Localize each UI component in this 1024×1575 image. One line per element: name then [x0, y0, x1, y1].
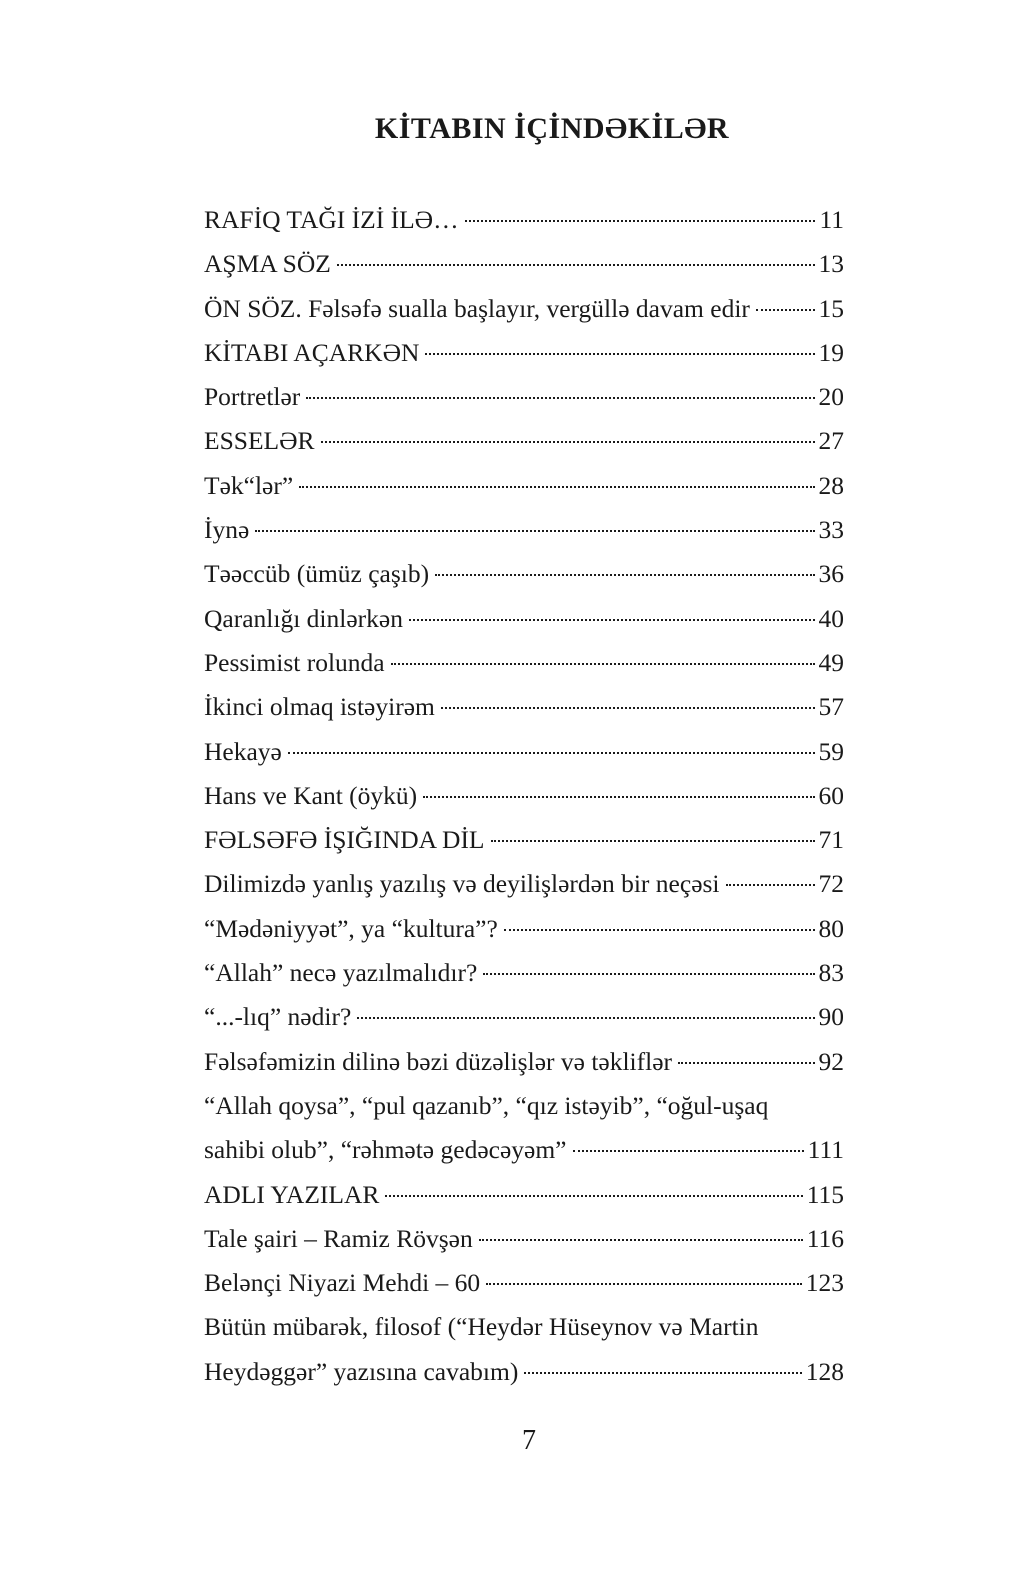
toc-entry-label: KİTABI AÇARKƏN: [204, 337, 420, 367]
toc-entry-page: 57: [818, 692, 844, 722]
dot-leader: [441, 707, 815, 709]
toc-entry-label: Hans ve Kant (öykü): [204, 780, 418, 810]
toc-entry-page: 90: [818, 1002, 844, 1032]
toc-entry-page: 40: [818, 603, 844, 633]
page-number: 7: [522, 1425, 536, 1456]
toc-entry-page: 80: [818, 913, 844, 943]
toc-entry: [204, 375, 844, 419]
toc-entry-label: Belənçi Niyazi Mehdi – 60: [204, 1268, 481, 1298]
toc-entry-label: ADLI YAZILAR: [204, 1179, 380, 1209]
toc-entry-label: RAFİQ TAĞI İZİ İLƏ…: [204, 205, 459, 234]
toc-entry-label: Pessimist rolunda: [204, 647, 385, 677]
toc-entry: [204, 508, 844, 552]
toc-entry: [204, 1350, 844, 1394]
toc-entry-label: Fəlsəfəmizin dilinə bəzi düzəlişlər və təkliflər: [204, 1046, 673, 1076]
dot-leader: [491, 840, 815, 842]
toc-entry-page: 28: [818, 470, 844, 500]
toc-entry-page: 33: [818, 515, 844, 545]
toc-entry: [204, 862, 844, 906]
toc-entry-label: ÖN SÖZ. Fəlsəfə sualla başlayır, vergüllə davam edir: [204, 293, 750, 323]
toc-entry-label: Bütün mübarək, filosof (“Heydər Hüseynov və Martin: [204, 1312, 759, 1342]
toc-entry-label: İkinci olmaq istəyirəm: [204, 692, 435, 722]
toc-entry-page: 11: [819, 205, 844, 234]
toc-entry-label: AŞMA SÖZ: [204, 249, 331, 279]
table-of-contents: [204, 198, 844, 1394]
dot-leader: [726, 884, 815, 886]
toc-entry-label: Portretlər: [204, 382, 301, 412]
toc-entry-page: 116: [806, 1223, 844, 1253]
dot-leader: [486, 1283, 802, 1285]
toc-entry: [204, 774, 844, 818]
dot-leader: [337, 264, 815, 266]
dot-leader: [504, 929, 815, 931]
toc-entry: [204, 1217, 844, 1261]
toc-entry-label: FƏLSƏFƏ İŞIĞINDA DİL: [204, 825, 485, 855]
toc-entry-label: “Mədəniyyət”, ya “kultura”?: [204, 913, 498, 943]
toc-entry-page: 123: [805, 1268, 844, 1298]
toc-entry: [204, 685, 844, 729]
toc-entry-label: “Allah” necə yazılmalıdır?: [204, 958, 478, 988]
dot-leader: [483, 973, 814, 975]
dot-leader: [409, 619, 815, 621]
toc-entry-page: 49: [818, 647, 844, 677]
dot-leader: [288, 752, 815, 754]
toc-entry-page: 115: [806, 1179, 844, 1209]
toc-title: KİTABIN İÇİNDƏKİLƏR: [374, 112, 730, 145]
toc-entry-page: 60: [818, 780, 844, 810]
dot-leader: [385, 1195, 802, 1197]
toc-entry: [204, 995, 844, 1039]
dot-leader: [423, 796, 814, 798]
dot-leader: [435, 574, 814, 576]
toc-entry-label: sahibi olub”, “rəhmətə gedəcəyəm”: [204, 1135, 567, 1165]
toc-entry: [204, 597, 844, 641]
toc-entry-line: [204, 1305, 844, 1349]
toc-entry: [204, 730, 844, 774]
toc-entry-page: 27: [818, 426, 844, 456]
toc-entry-label: İynə: [204, 515, 250, 545]
dot-leader: [391, 663, 815, 665]
toc-entry-page: 13: [818, 249, 844, 279]
toc-entry-page: 20: [818, 382, 844, 412]
toc-entry-label: Tale şairi – Ramiz Rövşən: [204, 1223, 473, 1253]
toc-entry-page: 15: [818, 293, 844, 323]
toc-entry-page: 19: [818, 337, 844, 367]
toc-entry: [204, 198, 844, 242]
toc-entry: [204, 818, 844, 862]
dot-leader: [255, 530, 814, 532]
toc-entry-label: Dilimizdə yanlış yazılış və deyilişlərdən bir neçəsi: [204, 869, 720, 899]
toc-entry: [204, 464, 844, 508]
toc-entry-page: 71: [818, 825, 844, 855]
toc-entry-line: [204, 1084, 844, 1128]
dot-leader: [573, 1150, 804, 1152]
toc-entry: [204, 331, 844, 375]
toc-entry-label: Hekayə: [204, 736, 282, 766]
dot-leader: [479, 1239, 803, 1241]
toc-entry: [204, 287, 844, 331]
dot-leader: [678, 1062, 814, 1064]
dot-leader: [299, 486, 814, 488]
toc-entry-label: Tək“lər”: [204, 470, 294, 500]
dot-leader: [306, 397, 814, 399]
toc-entry-page: 128: [805, 1356, 844, 1386]
toc-entry: [204, 419, 844, 463]
toc-entry: [204, 1040, 844, 1084]
toc-entry-label: Heydəggər” yazısına cavabım): [204, 1356, 519, 1386]
toc-entry-page: 72: [818, 869, 844, 899]
toc-entry-label: “...-lıq” nədir?: [204, 1002, 352, 1032]
toc-entry-page: 36: [818, 559, 844, 589]
toc-entry: [204, 242, 844, 286]
toc-entry-label: ESSELƏR: [204, 426, 315, 456]
toc-entry: [204, 1173, 844, 1217]
toc-entry: [204, 907, 844, 951]
toc-entry: [204, 1261, 844, 1305]
toc-entry-label: Təəccüb (ümüz çaşıb): [204, 559, 430, 589]
toc-entry-page: 83: [818, 958, 844, 988]
toc-entry: [204, 552, 844, 596]
dot-leader: [756, 309, 815, 311]
dot-leader: [425, 353, 814, 355]
toc-entry-page: 111: [807, 1135, 844, 1165]
dot-leader: [321, 441, 815, 443]
toc-entry: [204, 641, 844, 685]
toc-entry: [204, 951, 844, 995]
toc-entry-label: Qaranlığı dinlərkən: [204, 603, 403, 633]
toc-entry-label: “Allah qoysa”, “pul qazanıb”, “qız istəyib”, “oğul-uşaq: [204, 1090, 769, 1120]
dot-leader: [524, 1372, 801, 1374]
toc-entry: [204, 1128, 844, 1172]
dot-leader: [357, 1017, 814, 1019]
toc-entry-page: 59: [818, 736, 844, 766]
toc-entry-page: 92: [818, 1046, 844, 1076]
dot-leader: [465, 220, 816, 222]
